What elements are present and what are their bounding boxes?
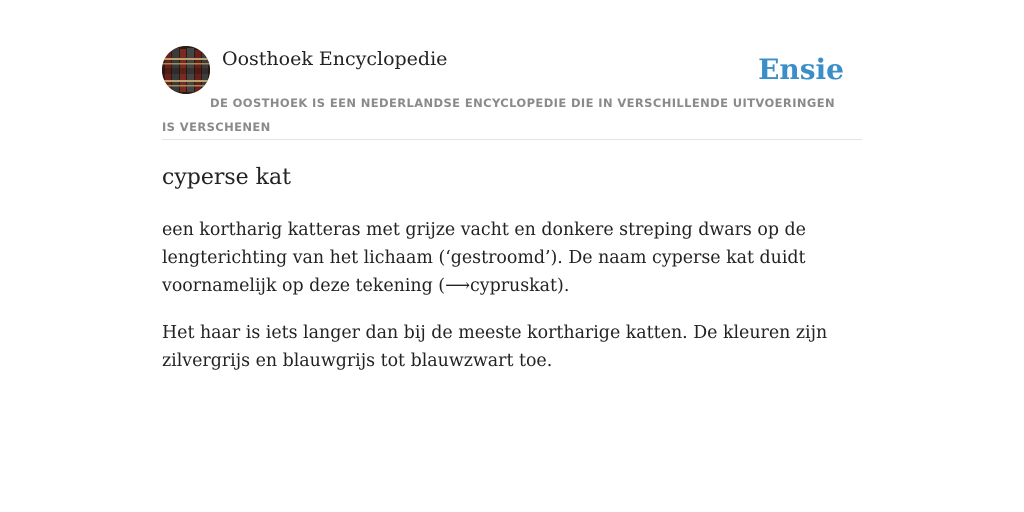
- paragraph-text: een kortharig katteras met grijze vacht en donkere streping dwars op de lengterichting van het lichaam (‘gestroomd’). De naam cyperse kat duidt voornamelijk op deze tekening (: [162, 220, 806, 296]
- brand-logo-link[interactable]: Ensie: [758, 53, 844, 86]
- site-name[interactable]: Oosthoek Encyclopedie: [222, 48, 448, 70]
- article-paragraph: Het haar is iets langer dan bij de meeste kortharige katten. De kleuren zijn zilvergrijs en blauwgrijs tot blauwzwart toe.: [162, 323, 828, 371]
- article: [162, 160, 842, 375]
- article-paragraph: [162, 216, 842, 300]
- site-tagline: DE OOSTHOEK IS EEN NEDERLANDSE ENCYCLOPEDIE DIE IN VERSCHILLENDE UITVOERINGEN IS VERSCHENEN: [162, 96, 836, 134]
- site-header: [162, 46, 862, 140]
- encyclopedia-books-icon[interactable]: [162, 46, 210, 94]
- paragraph-text: ).: [557, 276, 570, 296]
- page-title: cyperse kat: [162, 165, 291, 190]
- cross-reference-link[interactable]: ⟶cypruskat: [445, 276, 558, 296]
